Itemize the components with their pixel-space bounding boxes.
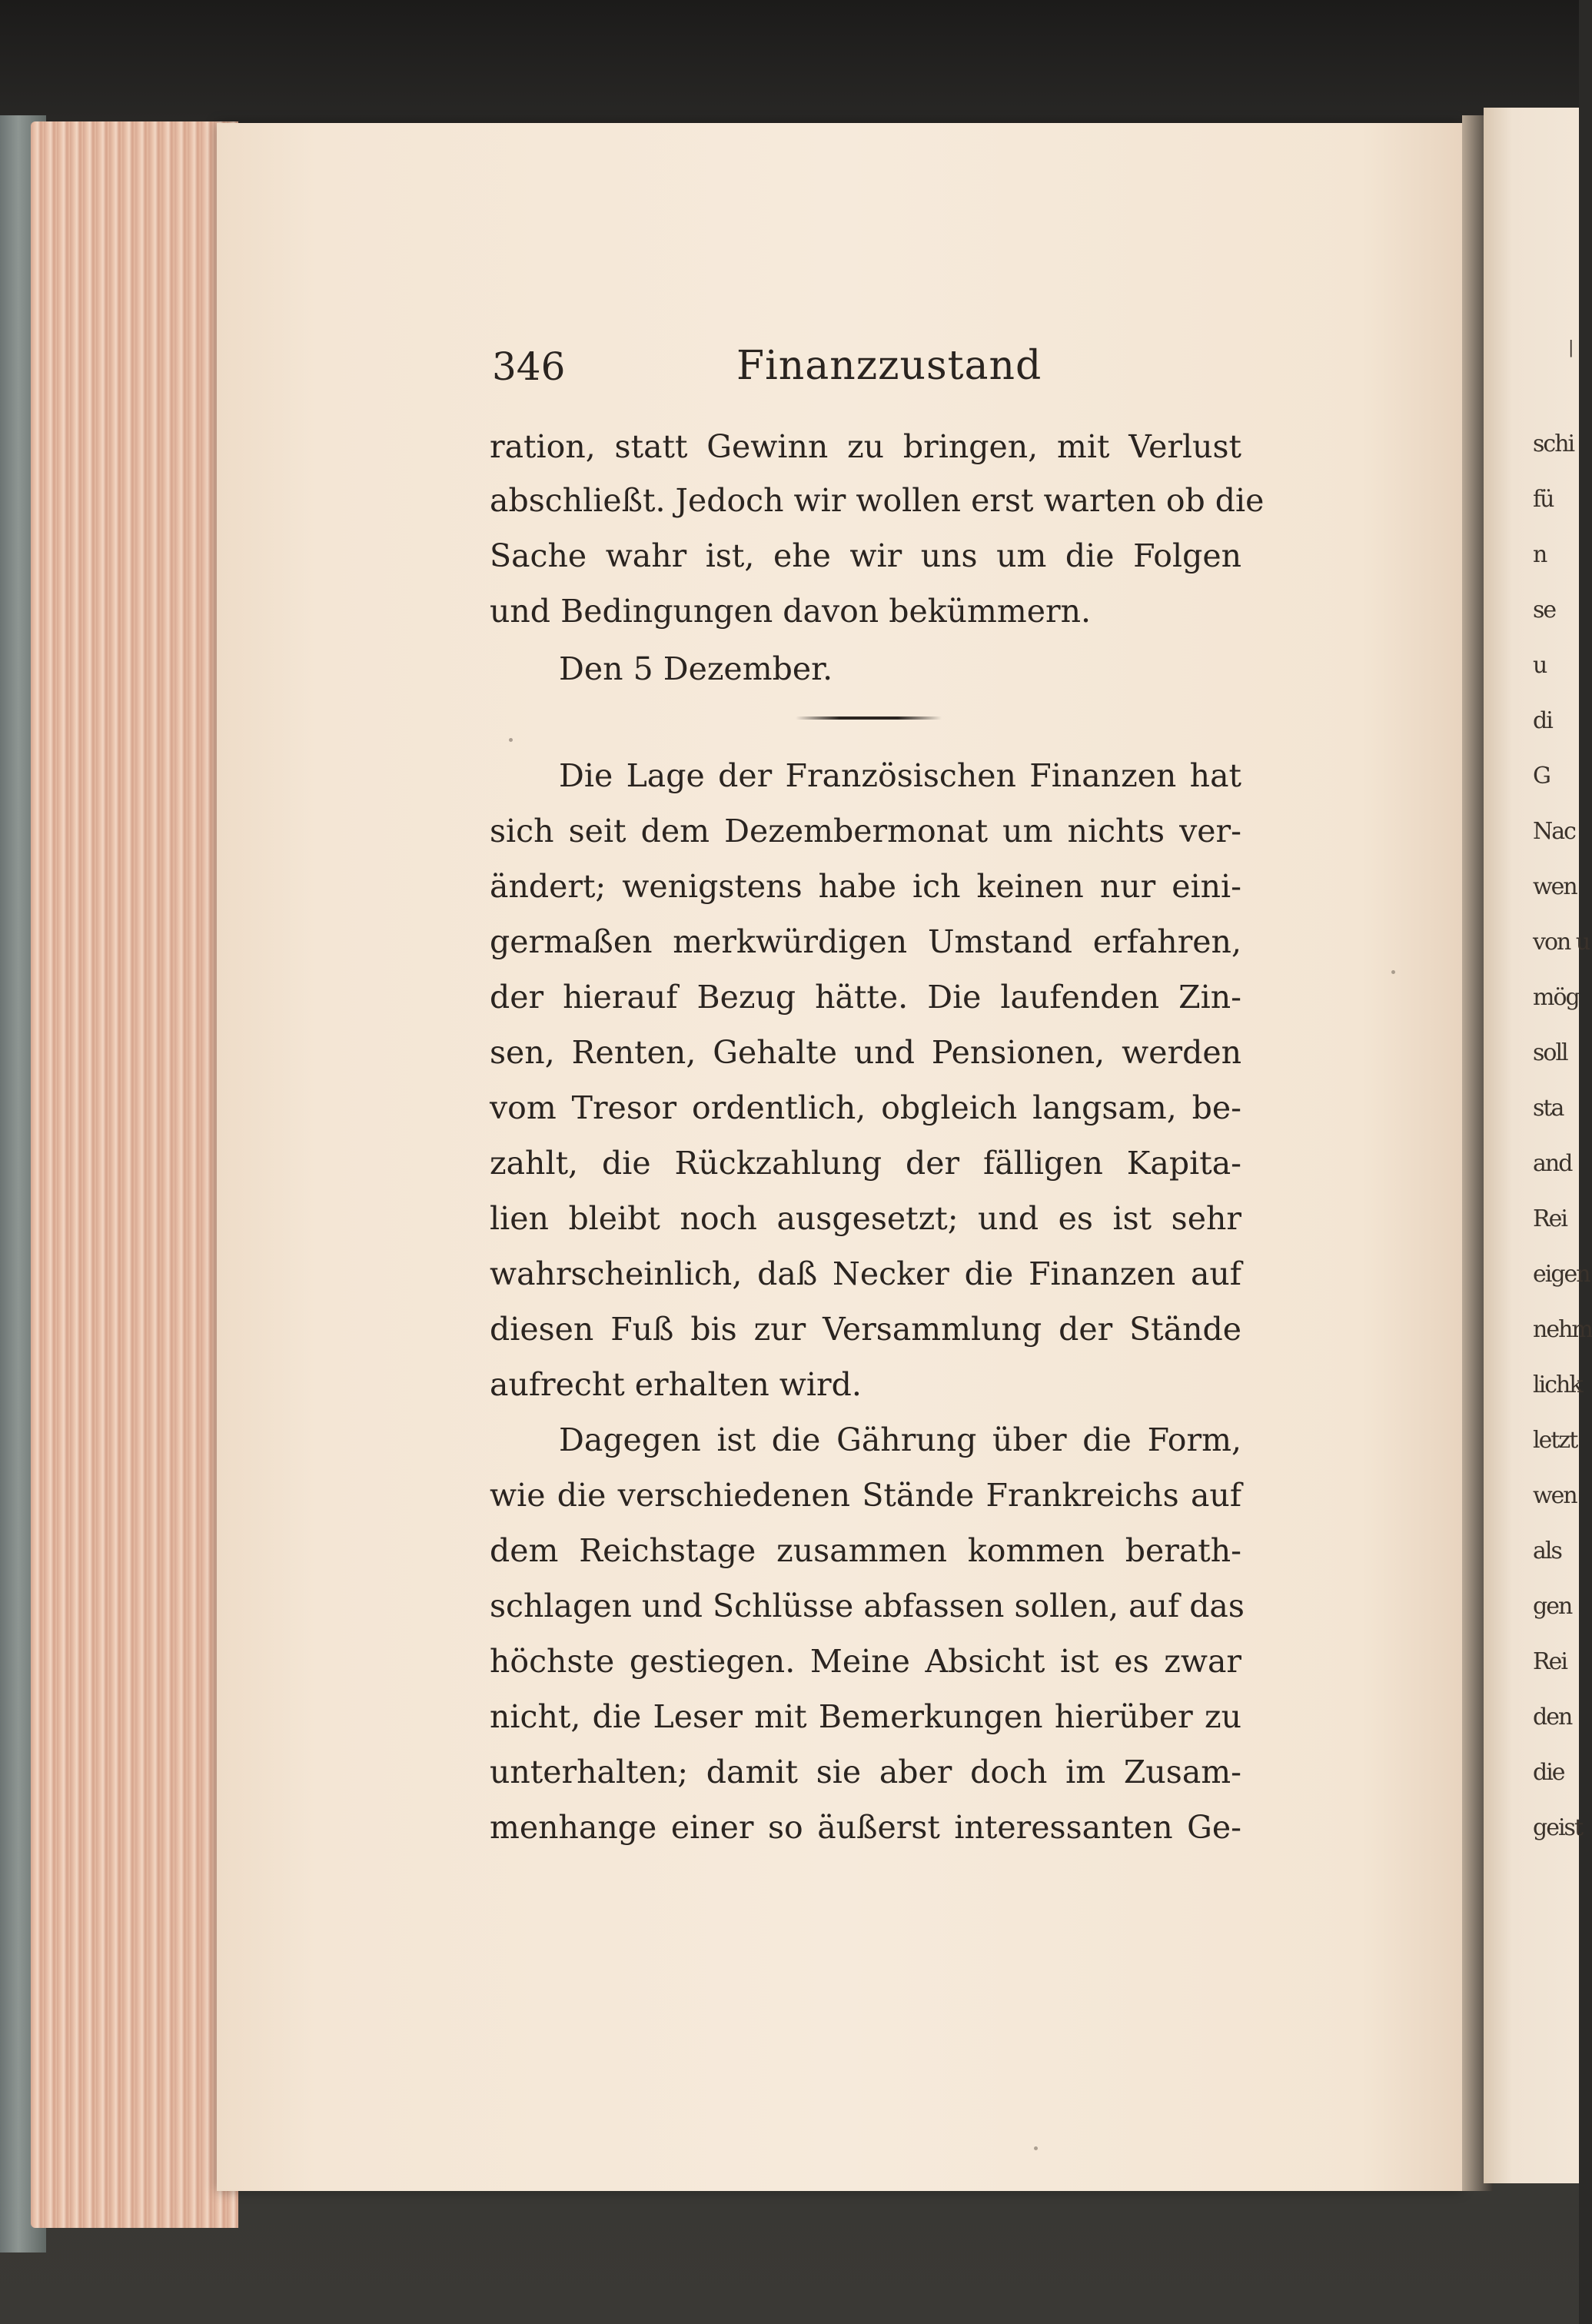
next-page-fragment: Nac [1533,818,1575,845]
next-page-fragment: mög [1533,984,1579,1011]
section-rule [796,716,942,720]
text-line: unterhalten; damit sie aber doch im Zusam- [490,1754,1241,1790]
text-line: Die Lage der Französischen Finanzen hat [559,757,1241,794]
next-page-fragment: fü [1533,486,1554,513]
text-line: menhange einer so äußerst interessanten Ge- [490,1809,1241,1846]
next-page-fragment: letzt [1533,1427,1577,1454]
text-line: wie die verschiedenen Stände Frankreichs auf [490,1477,1241,1514]
next-page-fragment: gen [1533,1593,1572,1620]
next-page-edge [1484,108,1592,2183]
next-page-fragment: von u [1533,929,1590,956]
next-page-mark: | [1568,338,1574,357]
next-page-fragment: wen [1533,1482,1577,1509]
paper-speck [1391,970,1395,974]
text-line: ration, statt Gewinn zu bringen, mit Verlust [490,428,1241,465]
text-line: aufrecht erhalten wird. [490,1366,862,1403]
next-page-fragment: se [1533,597,1556,623]
next-page-fragment: and [1533,1150,1572,1177]
paper-speck [1034,2146,1038,2150]
next-page-fragment: geist [1533,1814,1583,1841]
text-line: abschließt. Jedoch wir wollen erst warten ob die [490,482,1265,519]
text-line: schlagen und Schlüsse abfassen sollen, auf das [490,1588,1245,1624]
next-page-fragment: als [1533,1538,1561,1564]
text-line: dem Reichstage zusammen kommen berath- [490,1532,1241,1569]
next-page-fragment: soll [1533,1039,1567,1066]
running-head: Finanzzustand [736,343,1042,389]
next-page-fragment: nehm [1533,1316,1592,1343]
next-page-fragment: den [1533,1704,1572,1731]
text-line: diesen Fuß bis zur Versammlung der Stände [490,1311,1241,1348]
text-line: Dagegen ist die Gährung über die Form, [559,1421,1241,1458]
text-line: sich seit dem Dezembermonat um nichts ver- [490,813,1241,849]
text-line: sen, Renten, Gehalte und Pensionen, werden [490,1034,1241,1071]
page-number: 346 [492,344,566,389]
text-line: ändert; wenigstens habe ich keinen nur eini- [490,868,1241,905]
next-page-fragment: di [1533,707,1552,734]
text-line: zahlt, die Rückzahlung der fälligen Kapita- [490,1145,1241,1182]
text-line: vom Tresor ordentlich, obgleich langsam, be- [490,1089,1241,1126]
text-line: germaßen merkwürdigen Umstand erfahren, [490,923,1241,960]
text-line: wahrscheinlich, daß Necker die Finanzen auf [490,1255,1241,1292]
dateline: Den 5 Dezember. [559,650,833,687]
next-page-fragment: eigen [1533,1261,1590,1288]
next-page-fragment: lichk [1533,1371,1582,1398]
text-line: der hierauf Bezug hätte. Die laufenden Zin- [490,979,1241,1016]
next-page-fragment: sta [1533,1095,1564,1122]
next-page-fragment: die [1533,1759,1564,1786]
next-page-fragment: Rei [1533,1648,1567,1675]
text-line: höchste gestiegen. Meine Absicht ist es zwar [490,1643,1241,1680]
text-line: nicht, die Leser mit Bemerkungen hierüber zu [490,1698,1241,1735]
next-page-fragment: schi [1533,431,1574,457]
next-page-fragment: Rei [1533,1205,1567,1232]
next-page-fragment: wen [1533,873,1577,900]
text-line: Sache wahr ist, ehe wir uns um die Folgen [490,537,1241,574]
text-line: lien bleibt noch ausgesetzt; und es ist sehr [490,1200,1241,1237]
next-page-fragment: G [1533,763,1550,790]
page-edges [31,121,238,2228]
text-line: und Bedingungen davon bekümmern. [490,593,1092,630]
next-page-fragment: u [1533,652,1547,679]
paper-speck [509,738,513,742]
next-page-fragment: n [1533,541,1547,568]
